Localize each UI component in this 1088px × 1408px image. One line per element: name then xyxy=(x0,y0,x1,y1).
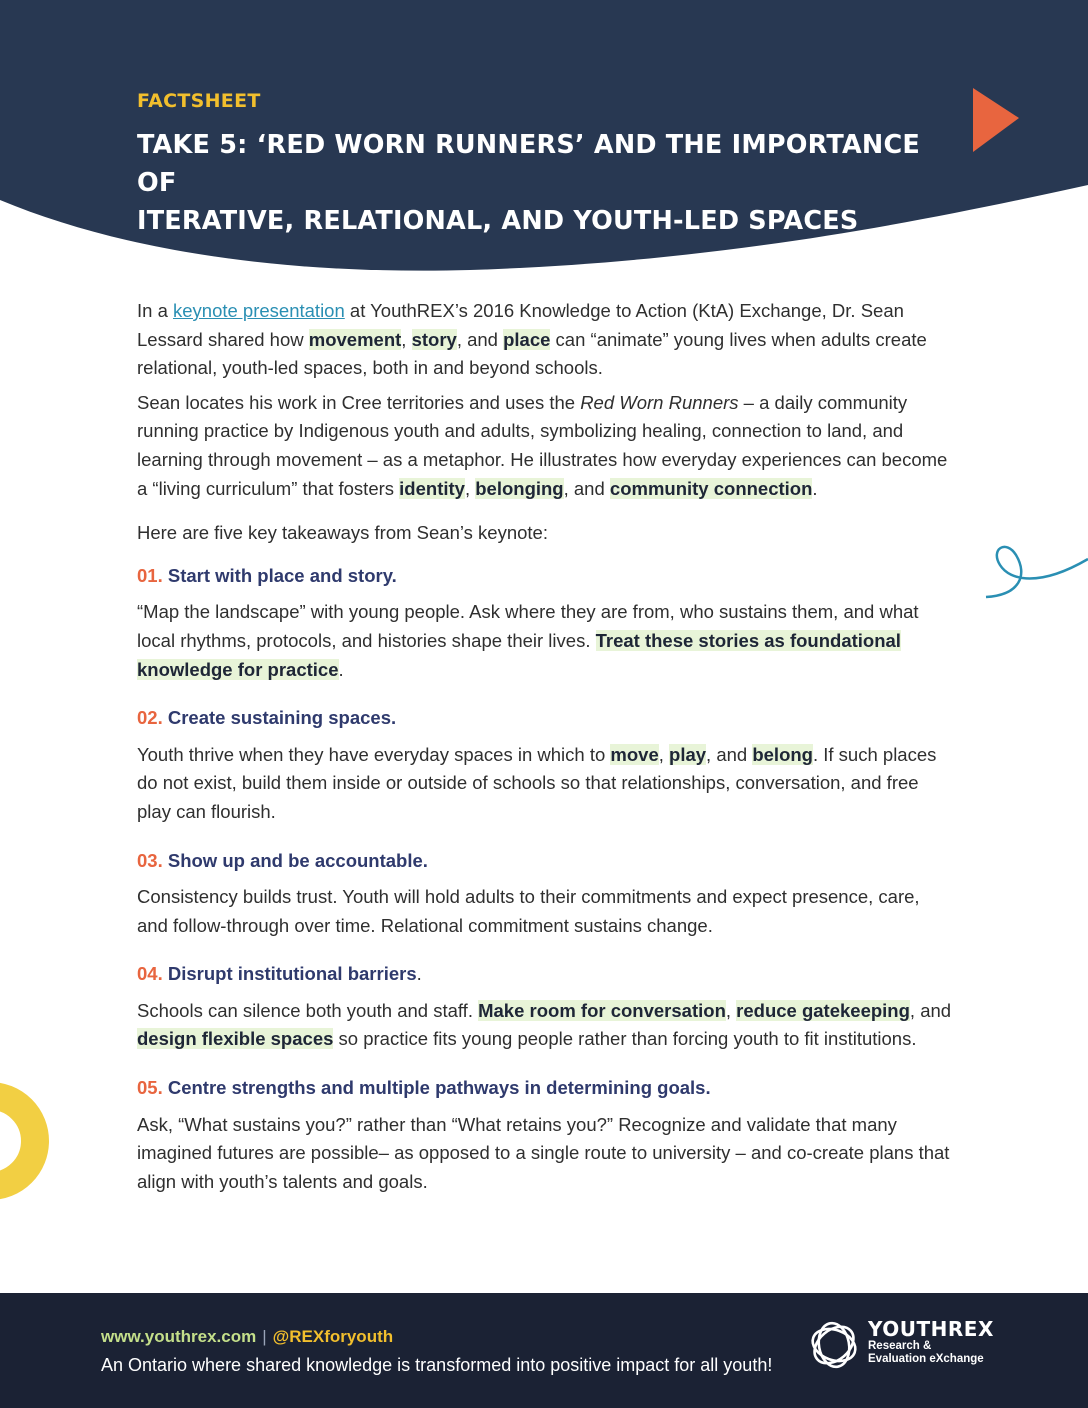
takeaway-number: 02. xyxy=(137,707,163,729)
highlight-story: story xyxy=(411,328,457,350)
takeaway-title: Show up and be accountable. xyxy=(162,849,428,871)
highlight-make-room: Make room for conversation xyxy=(478,999,726,1021)
social-handle-link[interactable]: @REXforyouth xyxy=(272,1327,394,1346)
teal-squiggle-decoration xyxy=(980,535,1088,605)
takeaway-number: 04. xyxy=(137,963,163,985)
text: , xyxy=(401,328,412,350)
youthrex-logo[interactable] xyxy=(806,1317,996,1373)
text: so practice fits young people rather than forcing youth to fit institutions. xyxy=(333,1028,917,1050)
takeaways-lead: Here are five key takeaways from Sean’s keynote: xyxy=(137,522,548,544)
takeaway-title: Create sustaining spaces. xyxy=(162,707,397,729)
text: , and xyxy=(909,999,952,1021)
highlight-move: move xyxy=(610,743,659,765)
text: , and xyxy=(706,743,753,765)
takeaway-title: Start with place and story. xyxy=(162,564,397,586)
title-line-1: TAKE 5: ‘RED WORN RUNNERS’ AND THE IMPORTANCE OF xyxy=(137,130,920,198)
text: , xyxy=(725,999,737,1021)
factsheet-body xyxy=(137,297,952,1216)
takeaway-number: 01. xyxy=(137,564,163,586)
highlight-reduce-gatekeeping: reduce gatekeeping xyxy=(736,999,910,1021)
separator: | xyxy=(262,1327,267,1346)
text: , xyxy=(464,477,476,499)
text: – a daily community running practice by Indigenous youth and adults, symbolizing healing, connection to land, and learning through movement – as a metaphor. He illustrates how everyday experiences can become a “living curriculum” that fosters xyxy=(137,391,948,499)
takeaway-heading xyxy=(137,847,952,876)
takeaway-body xyxy=(137,741,952,827)
text: at YouthREX’s 2016 Knowledge to Action (KtA) Exchange, Dr. Sean Lessard shared how xyxy=(137,300,904,350)
red-worn-runners-italic: Red Worn Runners xyxy=(580,391,739,413)
logo-subtitle xyxy=(868,1340,998,1366)
text: “Map the landscape” with young people. Ask where they are from, who sustains them, and what local rhythms, protocols, and histories shape their lives. xyxy=(137,601,919,651)
orange-arrow-decoration xyxy=(970,86,1022,154)
takeaway-body: Ask, “What sustains you?” rather than “What retains you?” Recognize and validate that many imagined futures are possible– as opposed to a single route to university – and co-create plans that align with youth’s talents and goals. xyxy=(137,1113,950,1192)
highlight-place: place xyxy=(503,328,551,350)
text: Sean locates his work in Cree territories and uses the xyxy=(137,391,581,413)
highlight-identity: identity xyxy=(399,477,465,499)
takeaway-body xyxy=(137,598,952,684)
highlight-text: Treat these stories as foundational knowledge for practice xyxy=(137,629,901,680)
logo-subtitle-line: Evaluation eXchange xyxy=(868,1353,984,1365)
text: . xyxy=(812,477,818,499)
text: , and xyxy=(456,328,504,350)
text: . xyxy=(416,963,422,985)
takeaway-heading xyxy=(137,1074,952,1103)
highlight-belong: belong xyxy=(752,743,813,765)
text: In a xyxy=(137,300,173,321)
highlight-movement: movement xyxy=(308,328,402,350)
takeaway-number: 03. xyxy=(137,849,163,871)
highlight-play: play xyxy=(669,743,707,765)
text: can “animate” young lives when adults create relational, youth-led spaces, both in and beyond schools. xyxy=(137,328,927,379)
text: . xyxy=(338,658,344,680)
context-paragraph xyxy=(137,389,952,503)
factsheet-label: FACTSHEET xyxy=(137,90,261,112)
takeaway-heading xyxy=(137,562,952,591)
takeaway-body xyxy=(137,997,952,1054)
takeaway-heading xyxy=(137,960,952,989)
highlight-flexible-spaces: design flexible spaces xyxy=(137,1028,334,1050)
text: , and xyxy=(563,477,610,499)
keynote-presentation-link[interactable]: keynote presentation xyxy=(173,300,345,321)
takeaway-number: 05. xyxy=(137,1077,163,1099)
tagline: An Ontario where shared knowledge is transformed into positive impact for all youth! xyxy=(101,1355,773,1375)
takeaway-body: Consistency builds trust. Youth will hold adults to their commitments and expect presence, care, and follow-through over time. Relational commitment sustains change. xyxy=(137,886,920,936)
highlight-community-connection: community connection xyxy=(609,477,813,499)
footer-links xyxy=(101,1327,393,1347)
logo-mark-icon xyxy=(806,1317,862,1373)
text: , xyxy=(658,743,670,765)
text: . If such places do not exist, build them inside or outside of schools so that relationships, conversation, and free play can flourish. xyxy=(137,743,937,822)
takeaway-title: Centre strengths and multiple pathways in determining goals. xyxy=(162,1077,711,1099)
takeaway-heading xyxy=(137,704,952,733)
website-link[interactable]: www.youthrex.com xyxy=(101,1327,257,1346)
title-line-2: ITERATIVE, RELATIONAL, AND YOUTH-LED SPACES xyxy=(137,206,859,236)
page-title xyxy=(137,126,937,240)
highlight-belonging: belonging xyxy=(475,477,564,499)
logo-name: YOUTHREX xyxy=(868,1317,994,1341)
footer xyxy=(0,1293,1088,1408)
text: Youth thrive when they have everyday spaces in which to xyxy=(137,743,611,765)
intro-paragraph xyxy=(137,297,952,383)
takeaway-title: Disrupt institutional barriers xyxy=(162,963,417,985)
yellow-ring-decoration xyxy=(0,1078,52,1204)
logo-subtitle-line: Research & xyxy=(868,1340,932,1352)
text: Schools can silence both youth and staff. xyxy=(137,999,479,1021)
